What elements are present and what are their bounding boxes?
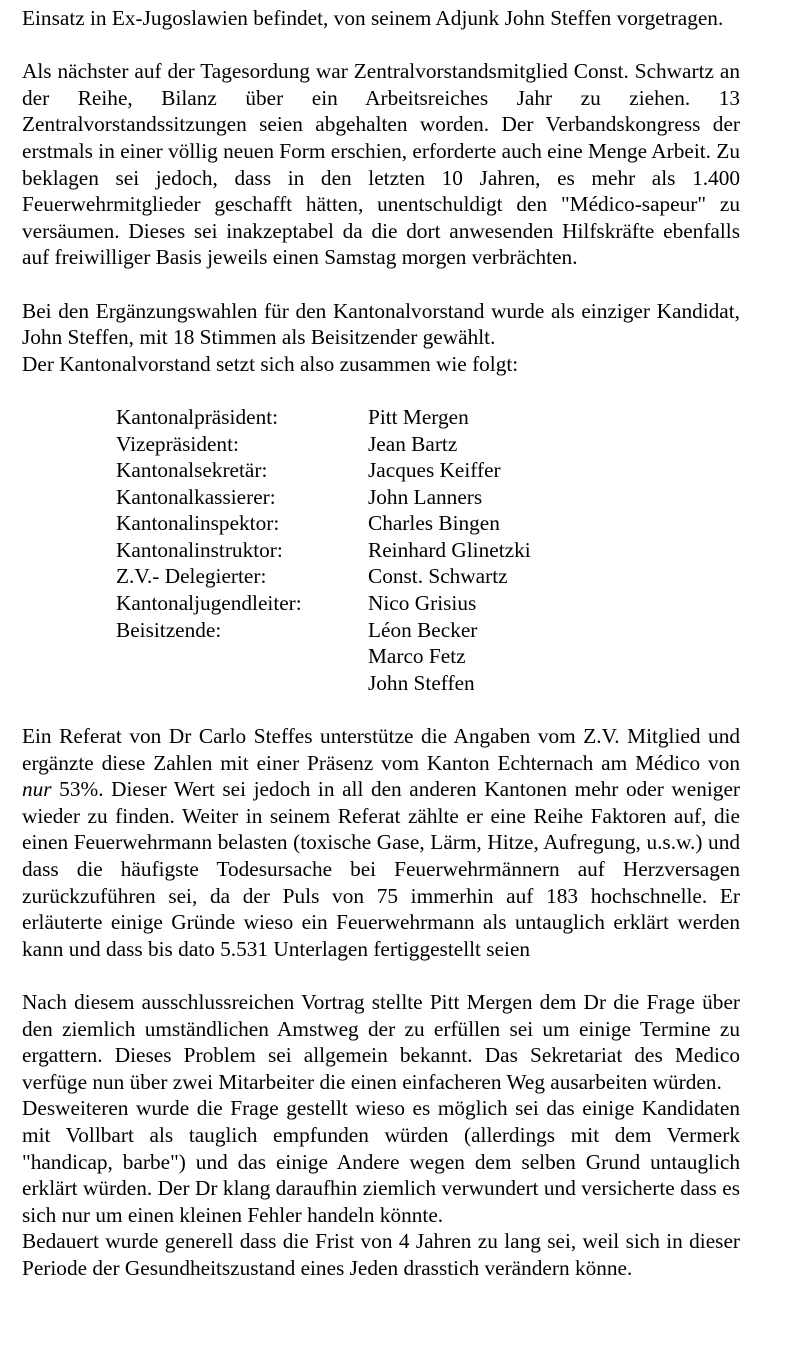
board-role: Kantonalinstruktor: xyxy=(116,537,283,562)
board-name: Léon Becker xyxy=(368,617,478,642)
paragraph-report-intro: Einsatz in Ex-Jugoslawien befindet, von seinem Adjunk John Steffen vorgetragen. xyxy=(22,6,724,30)
board-name: Marco Fetz xyxy=(368,644,466,669)
board-name: Const. Schwartz xyxy=(368,564,508,589)
paragraph-question-procedure: Nach diesem ausschlussreichen Vortrag stellte Pitt Mergen dem Dr die Frage über den ziemlich umständlichen Amstweg der zu erfüllen sei um einige Termine zu ergattern. Dieses Problem sei allgemein bekannt. Das Sekretariat des Medico verfüge nun über zwei Mitarbeiter die einen einfacheren Weg ausarbeiten würden. xyxy=(22,989,740,1094)
board-member-row xyxy=(116,643,740,670)
board-role: Z.V.- Delegierter: xyxy=(116,564,267,589)
paragraph-medical-report xyxy=(22,723,740,962)
report-emphasis: nur xyxy=(22,777,52,802)
board-member-row xyxy=(116,670,740,697)
board-role: Beisitzende: xyxy=(116,617,222,642)
board-member-row xyxy=(116,484,740,511)
paragraph-elections: Bei den Ergänzungswahlen für den Kantonalvorstand wurde als einziger Kandidat, John Steffen, mit 18 Stimmen als Beisitzender gewählt. xyxy=(22,298,740,350)
paragraph-deadline: Bedauert wurde generell dass die Frist von 4 Jahren zu lang sei, weil sich in dieser Periode der Gesundheitszustand eines Jeden drasstich verändern könne. xyxy=(22,1229,740,1280)
paragraph-gap xyxy=(22,377,740,404)
board-member-row xyxy=(116,537,740,564)
board-member-row xyxy=(116,590,740,617)
board-members-list xyxy=(22,404,740,697)
board-name: Jacques Keiffer xyxy=(368,458,501,483)
paragraph-gap xyxy=(22,696,740,723)
board-role xyxy=(116,643,368,670)
board-role: Kantonalpräsident: xyxy=(116,404,279,429)
paragraph-question-beard: Desweiteren wurde die Frage gestellt wieso es möglich sei das einige Kandidaten mit Vollbart als tauglich empfunden würden (allerdings mit dem Vermerk "handicap, barbe") und das einige Andere wegen dem selben Grund untauglich erklärt würden. Der Dr klang daraufhin ziemlich verwundert und versicherte dass es sich nur um einen kleinen Fehler handeln könnte. xyxy=(22,1096,740,1227)
board-name: Reinhard Glinetzki xyxy=(368,537,531,562)
board-name: John Lanners xyxy=(368,484,483,509)
board-member-row xyxy=(116,617,740,644)
board-name: Charles Bingen xyxy=(368,511,500,536)
board-member-row xyxy=(116,563,740,590)
board-role xyxy=(116,670,368,697)
paragraph-board-intro: Der Kantonalvorstand setzt sich also zusammen wie folgt: xyxy=(22,351,519,376)
paragraph-annual-report: Als nächster auf der Tagesordung war Zentralvorstandsmitglied Const. Schwartz an der Reihe, Bilanz über ein Arbeitsreiches Jahr zu ziehen. 13 Zentralvorstandssitzungen seien abgehalten worden. Der Verbandskongress der erstmals in einer völlig neuen Form erschien, erforderte auch eine Menge Arbeit. Zu beklagen sei jedoch, dass in den letzten 10 Jahren, es mehr als 1.400 Feuerwehrmitglieder geschafft hätten, unentschuldigt den "Médico-sapeur" zu versäumen. Dieses sei inakzeptabel da die dort anwesenden Hilfskräfte ebenfalls auf freiwilliger Basis jeweils einen Samstag morgen verbrächten. xyxy=(22,59,740,270)
board-role: Kantonalsekretär: xyxy=(116,458,268,483)
board-member-row xyxy=(116,431,740,458)
board-member-row xyxy=(116,510,740,537)
board-role: Kantonalkassierer: xyxy=(116,484,276,509)
board-role: Vizepräsident: xyxy=(116,431,239,456)
report-text-start: Ein Referat von Dr Carlo Steffes unterstütze die Angaben vom Z.V. Mitglied und ergänzte diese Zahlen mit einer Präsenz vom Kanton Echternach am Médico von xyxy=(22,724,740,775)
paragraph-gap xyxy=(22,271,740,298)
paragraph-gap xyxy=(22,962,740,989)
board-role: Kantonalinspektor: xyxy=(116,511,280,536)
report-text-end: 53%. Dieser Wert sei jedoch in all den anderen Kantonen mehr oder weniger wieder zu finden. Weiter in seinem Referat zählte er eine Reihe Faktoren auf, die einen Feuerwehrmann belasten (toxische Gase, Lärm, Hitze, Aufregung, u.s.w.) und dass die häufigste Todesursache bei Feuerwehrmännern auf Herzversagen zurückzuführen sei, da der Puls von 75 immerhin auf 183 hochschnelle. Er erläuterte einige Gründe wieso ein Feuerwehrmann als untauglich erklärt werden kann und dass bis dato 5.531 Unterlagen fertiggestellt seien xyxy=(22,777,740,961)
board-name: Jean Bartz xyxy=(368,431,458,456)
board-member-row xyxy=(116,404,740,431)
paragraph-gap xyxy=(22,32,740,59)
document-page xyxy=(22,5,740,1282)
board-name: Pitt Mergen xyxy=(368,404,469,429)
board-member-row xyxy=(116,457,740,484)
board-name: John Steffen xyxy=(368,670,475,695)
board-name: Nico Grisius xyxy=(368,591,477,616)
board-role: Kantonaljugendleiter: xyxy=(116,591,302,616)
